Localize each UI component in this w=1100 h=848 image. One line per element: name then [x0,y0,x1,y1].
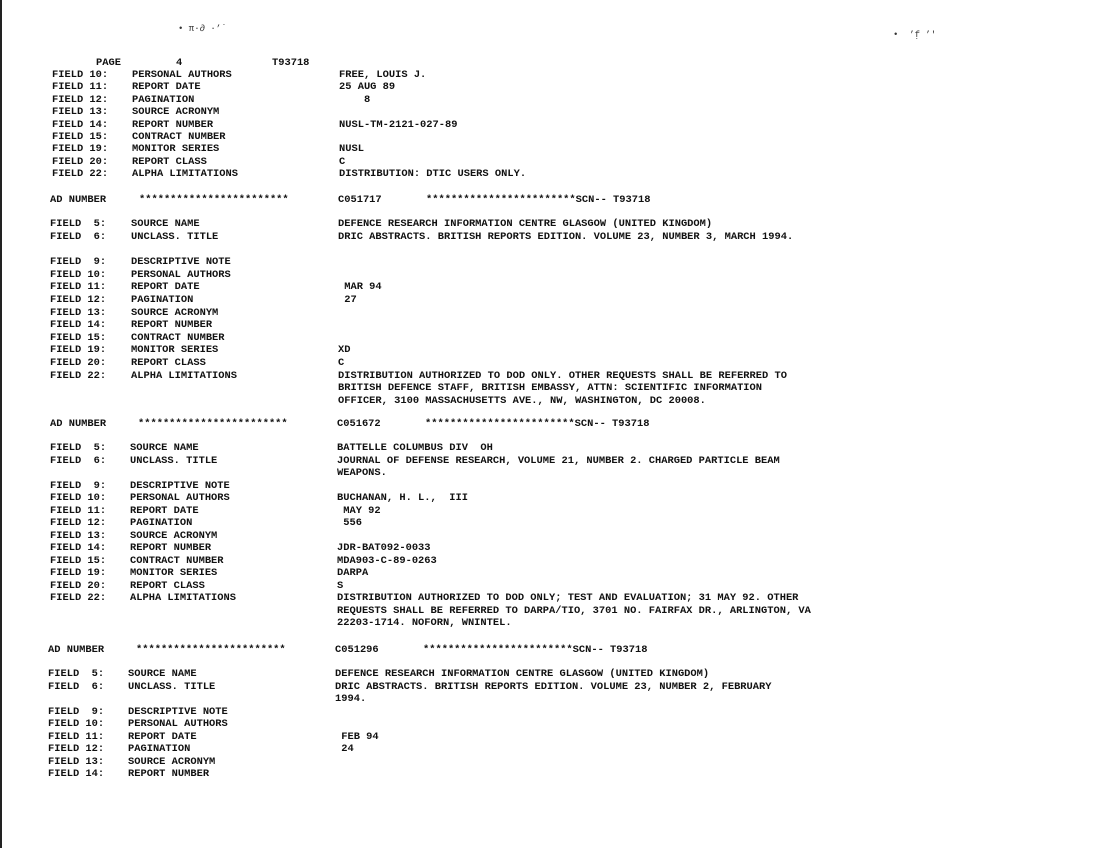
field-label: MONITOR SERIES [130,567,218,579]
field-number: FIELD 11: [52,81,109,94]
field-number: FIELD 12: [50,294,107,306]
field-value: MDA903-C-89-0263 [337,554,437,567]
field-label: SOURCE ACRONYM [128,755,216,768]
field-label: PAGINATION [132,93,195,106]
field-value: XD [338,344,351,357]
field-value: C [338,357,345,369]
field-number: FIELD 13: [50,306,107,319]
field-value: DISTRIBUTION: DTIC USERS ONLY. [339,168,527,181]
field-value: 1994. [335,693,367,705]
field-value: BUCHANAN, H. L., III [337,492,468,504]
field-label: SOURCE NAME [130,442,199,454]
field-number: FIELD 6: [48,680,105,693]
field-value: BATTELLE COLUMBUS DIV OH [337,442,493,454]
field-number: FIELD 10: [48,718,105,730]
field-number: FIELD 6: [50,454,107,467]
field-label: SOURCE NAME [128,668,197,680]
field-value: C [339,155,346,168]
field-label: PAGINATION [130,517,193,529]
field-number: FIELD 19: [52,143,109,156]
field-number: FIELD 5: [48,668,105,680]
field-label: CONTRACT NUMBER [130,554,224,567]
field-number: FIELD 12: [50,517,107,529]
field-label: SOURCE ACRONYM [131,306,219,319]
field-value: NUSL [339,143,364,156]
field-value: MAY 92 [337,504,381,517]
field-number: FIELD 10: [52,69,109,81]
field-label: REPORT DATE [130,504,199,517]
header-code: T93718 [272,57,310,69]
separator-stars: ************************ [139,194,289,206]
field-label: MONITOR SERIES [131,344,219,357]
field-number: FIELD 6: [50,230,107,243]
field-label: PERSONAL AUTHORS [128,718,228,730]
field-label: PAGINATION [128,743,191,755]
field-value: 8 [339,93,371,106]
scn-code: ************************SCN-- T93718 [423,644,648,656]
field-number: FIELD 15: [50,554,107,567]
ad-number-label: AD NUMBER [50,418,107,430]
field-value: 25 AUG 89 [339,81,396,94]
field-label: CONTRACT NUMBER [131,331,225,344]
field-number: FIELD 20: [50,357,107,369]
field-label: PERSONAL AUTHORS [131,268,231,281]
field-value: NUSL-TM-2121-027-89 [339,118,458,131]
field-label: REPORT CLASS [132,155,207,168]
field-number: FIELD 14: [50,319,107,332]
field-number: FIELD 9: [48,705,105,718]
field-number: FIELD 14: [52,118,109,131]
field-number: FIELD 15: [52,131,109,143]
field-label: DESCRIPTIVE NOTE [128,705,228,718]
field-label: PERSONAL AUTHORS [130,492,230,504]
field-label: ALPHA LIMITATIONS [130,592,237,604]
field-label: REPORT DATE [132,81,201,94]
field-number: FIELD 12: [52,93,109,106]
field-number: FIELD 10: [50,268,107,281]
field-label: DESCRIPTIVE NOTE [131,256,231,269]
field-value: DISTRIBUTION AUTHORIZED TO DOD ONLY. OTHER REQUESTS SHALL BE REFERRED TO [338,369,787,382]
field-number: FIELD 11: [50,504,107,517]
ad-number-label: AD NUMBER [48,644,105,656]
field-value: S [337,579,344,592]
field-value: FREE, LOUIS J. [339,69,427,81]
field-value: 27 [338,294,357,306]
field-label: MONITOR SERIES [132,143,220,156]
ad-number-value: C051296 [335,644,379,656]
field-number: FIELD 5: [50,442,107,454]
field-value-continued: REQUESTS SHALL BE REFERRED TO DARPA/TIO, 3701 NO. FAIRFAX DR., ARLINGTON, VA [337,604,811,617]
field-number: FIELD 22: [52,168,109,181]
ad-number-value: C051717 [338,194,382,206]
field-number: FIELD 20: [50,579,107,592]
field-number: FIELD 20: [52,155,109,168]
field-number: FIELD 22: [50,592,107,604]
field-label: REPORT NUMBER [128,768,210,780]
field-value: DEFENCE RESEARCH INFORMATION CENTRE GLASGOW (UNITED KINGDOM) [338,218,713,230]
ad-number-value: C051672 [337,418,381,430]
ad-number-label: AD NUMBER [50,194,107,206]
field-number: FIELD 11: [50,281,107,294]
scn-code: ************************SCN-- T93718 [425,418,650,430]
field-label: UNCLASS. TITLE [131,230,219,243]
field-label: PERSONAL AUTHORS [132,69,232,81]
field-number: FIELD 9: [50,479,107,492]
field-number: FIELD 11: [48,730,105,743]
field-value: WEAPONS. [337,467,387,479]
field-label: SOURCE NAME [131,218,200,230]
field-value: DARPA [337,567,369,579]
field-value: JOURNAL OF DEFENSE RESEARCH, VOLUME 21, NUMBER 2. CHARGED PARTICLE BEAM [337,454,780,467]
field-number: FIELD 13: [48,755,105,768]
field-label: UNCLASS. TITLE [130,454,218,467]
field-label: REPORT CLASS [130,579,205,592]
field-number: FIELD 15: [50,331,107,344]
field-label: PAGINATION [131,294,194,306]
field-number: FIELD 5: [50,218,107,230]
field-number: FIELD 13: [50,529,107,542]
field-number: FIELD 19: [50,567,107,579]
field-label: ALPHA LIMITATIONS [132,168,239,181]
field-label: REPORT CLASS [131,357,206,369]
field-label: REPORT NUMBER [131,319,213,332]
field-number: FIELD 14: [50,542,107,554]
field-value: 24 [335,743,354,755]
field-value-continued: 22203-1714. NOFORN, WNINTEL. [337,617,512,629]
field-label: REPORT DATE [128,730,197,743]
field-label: SOURCE ACRONYM [130,529,218,542]
page-number: 4 [176,57,183,69]
field-number: FIELD 14: [48,768,105,780]
field-number: FIELD 13: [52,106,109,119]
field-label: REPORT NUMBER [132,118,214,131]
field-value: DISTRIBUTION AUTHORIZED TO DOD ONLY; TEST AND EVALUATION; 31 MAY 92. OTHER [337,592,799,604]
field-label: ALPHA LIMITATIONS [131,369,238,382]
field-value: 556 [337,517,362,529]
field-label: CONTRACT NUMBER [132,131,226,143]
field-value: JDR-BAT092-0033 [337,542,431,554]
field-number: FIELD 12: [48,743,105,755]
field-number: FIELD 19: [50,344,107,357]
field-value: FEB 94 [335,730,379,743]
field-number: FIELD 9: [50,256,107,269]
scan-speck-top-left: • π·∂ ·’˙ [178,24,227,34]
field-number: FIELD 10: [50,492,107,504]
field-value: MAR 94 [338,281,382,294]
scan-speck-top-right: • ’f̣ ’′ [893,30,937,40]
scn-code: ************************SCN-- T93718 [426,194,651,206]
field-value-continued: BRITISH DEFENCE STAFF, BRITISH EMBASSY, ATTN: SCIENTIFIC INFORMATION [338,382,763,395]
field-value: DRIC ABSTRACTS. BRITISH REPORTS EDITION. VOLUME 23, NUMBER 3, MARCH 1994. [338,230,794,243]
field-label: DESCRIPTIVE NOTE [130,479,230,492]
field-value: DRIC ABSTRACTS. BRITISH REPORTS EDITION. VOLUME 23, NUMBER 2, FEBRUARY [335,680,772,693]
field-label: REPORT DATE [131,281,200,294]
field-value-continued: OFFICER, 3100 MASSACHUSETTS AVE., NW, WASHINGTON, DC 20008. [338,394,706,407]
field-label: REPORT NUMBER [130,542,212,554]
field-label: SOURCE ACRONYM [132,106,220,119]
field-value: DEFENCE RESEARCH INFORMATION CENTRE GLASGOW (UNITED KINGDOM) [335,668,710,680]
separator-stars: ************************ [138,418,288,430]
field-label: UNCLASS. TITLE [128,680,216,693]
separator-stars: ************************ [136,644,286,656]
page-label: PAGE [96,57,121,69]
field-number: FIELD 22: [50,369,107,382]
scan-edge [0,0,2,848]
